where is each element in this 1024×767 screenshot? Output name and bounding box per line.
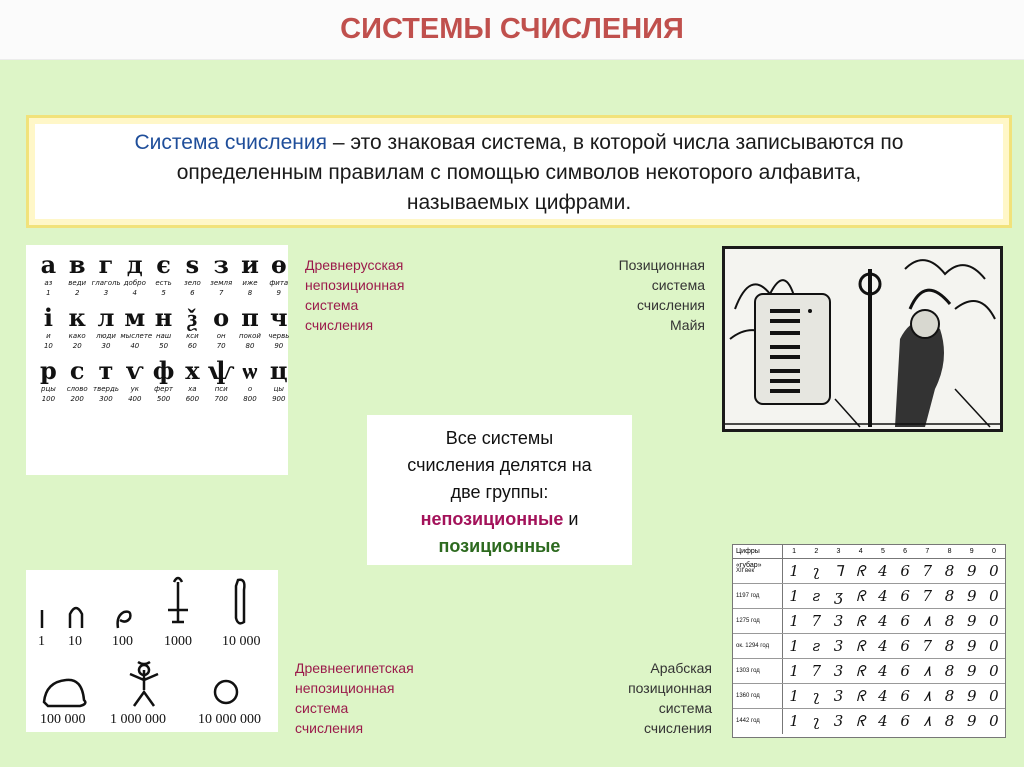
arabic-table-row-label: 1197 год bbox=[733, 584, 783, 608]
old-russian-letter-value: 300 bbox=[99, 395, 113, 403]
old-russian-letter-value: 8 bbox=[247, 289, 253, 297]
arabic-table-row-label: 1360 год bbox=[733, 684, 783, 708]
old-russian-letter: з bbox=[213, 250, 229, 279]
caption-line: счисления bbox=[636, 297, 705, 313]
arabic-table-row-label: 1303 год bbox=[733, 659, 783, 683]
old-russian-letter-value: 90 bbox=[274, 342, 284, 350]
arabic-table-digit-header: 5 bbox=[880, 548, 885, 555]
summary-line: счисления делятся на bbox=[407, 455, 592, 475]
old-russian-letter-value: 200 bbox=[70, 395, 84, 403]
arabic-table-header-label: Цифры «губар» bbox=[733, 545, 783, 558]
old-russian-letter-value: 500 bbox=[156, 395, 171, 403]
old-russian-letter: ѱ bbox=[207, 356, 235, 385]
old-russian-number-row bbox=[34, 288, 294, 304]
arabic-table-glyph: 1 bbox=[789, 662, 799, 680]
old-russian-letter-name: ха bbox=[188, 385, 197, 393]
summary-box bbox=[367, 415, 632, 565]
old-russian-letter-value: 800 bbox=[243, 395, 257, 403]
old-russian-letter-value: 6 bbox=[190, 289, 195, 297]
arabic-table-glyph: 8 bbox=[944, 562, 955, 580]
old-russian-letter-name: како bbox=[68, 332, 86, 340]
caption-line: Древнеегипетская bbox=[295, 660, 414, 676]
arabic-table-row-label: 1442 год bbox=[733, 709, 783, 734]
old-russian-letter-name: червь bbox=[268, 332, 290, 340]
caption-line: непозиционная bbox=[305, 277, 405, 293]
maya-illustration bbox=[722, 246, 1003, 432]
arabic-table-glyph: 9 bbox=[966, 612, 977, 630]
arabic-table-glyph: 6 bbox=[900, 712, 910, 730]
arabic-table-digit-header: 3 bbox=[836, 548, 841, 555]
caption-line: непозиционная bbox=[295, 680, 395, 696]
old-russian-letter: ѳ bbox=[270, 250, 287, 279]
old-russian-letter-name: веди bbox=[68, 279, 87, 287]
old-russian-name-row bbox=[34, 385, 294, 394]
caption-line: Древнерусская bbox=[305, 257, 404, 273]
header-bar bbox=[0, 0, 1024, 60]
old-russian-letter-value: 4 bbox=[132, 289, 138, 297]
definition-box bbox=[26, 115, 1012, 228]
arabic-table-glyph: 4 bbox=[878, 662, 888, 680]
arabic-table-digit-header: 9 bbox=[969, 548, 974, 555]
arabic-table-glyph: 0 bbox=[989, 687, 999, 705]
caption-line: система bbox=[651, 277, 705, 293]
old-russian-letter-name: кси bbox=[186, 332, 199, 340]
old-russian-letter: о bbox=[213, 303, 230, 332]
old-russian-letter-name: покой bbox=[239, 332, 261, 340]
old-russian-letter: п bbox=[241, 303, 259, 332]
caption-maya bbox=[560, 255, 705, 335]
arabic-table-glyph: ٨ bbox=[923, 687, 932, 705]
and-word: и bbox=[563, 509, 579, 529]
arabic-table-glyph: 4 bbox=[878, 712, 888, 730]
hieroglyph-finger bbox=[236, 580, 244, 624]
old-russian-numerals-grid bbox=[34, 251, 294, 410]
arabic-table-glyph: 7 bbox=[922, 562, 933, 580]
caption-line: позиционная bbox=[628, 680, 712, 696]
egyptian-label: 1 000 000 bbox=[110, 712, 166, 727]
old-russian-letter-value: 80 bbox=[245, 342, 255, 350]
old-russian-glyph-row bbox=[34, 251, 294, 279]
arabic-table-glyph: ᖇ bbox=[856, 687, 866, 705]
old-russian-letter-name: цы bbox=[273, 385, 284, 393]
hieroglyph-lotus bbox=[168, 578, 188, 622]
caption-line: Арабская bbox=[650, 660, 712, 676]
arabic-table-glyph: ٨ bbox=[923, 662, 932, 680]
old-russian-letter-value: 400 bbox=[128, 395, 142, 403]
arabic-table-row bbox=[733, 709, 1005, 734]
arabic-table-glyph: 0 bbox=[989, 562, 999, 580]
egyptian-label: 1 bbox=[38, 634, 45, 649]
arabic-table-glyph: 7 bbox=[811, 612, 822, 630]
old-russian-letter-value: 1 bbox=[46, 289, 51, 297]
caption-line: Майя bbox=[669, 317, 705, 333]
old-russian-letter-name: твердь bbox=[93, 385, 119, 393]
egyptian-label: 100 000 bbox=[40, 712, 86, 727]
old-russian-letter: і bbox=[43, 303, 53, 332]
arabic-table-glyph: 8 bbox=[944, 687, 955, 705]
old-russian-letter-name: слово bbox=[66, 385, 88, 393]
old-russian-letter-value: 700 bbox=[214, 395, 228, 403]
old-russian-letter: ч bbox=[269, 303, 288, 332]
old-russian-letter: ѯ bbox=[187, 303, 198, 332]
old-russian-letter-name: и bbox=[46, 332, 51, 340]
maya-drawing bbox=[725, 249, 1000, 429]
arabic-table-digit-header: 7 bbox=[925, 548, 930, 555]
arabic-table-glyph: 8 bbox=[944, 637, 955, 655]
definition-term: Система счисления bbox=[134, 131, 327, 154]
arabic-table-glyph: 4 bbox=[878, 637, 888, 655]
old-russian-letter: р bbox=[40, 356, 57, 385]
arabic-table-glyph: ᖇ bbox=[856, 662, 866, 680]
old-russian-letter-name: глаголь bbox=[91, 279, 121, 287]
arabic-table-glyph: 6 bbox=[900, 637, 910, 655]
page-title: СИСТЕМЫ СЧИСЛЕНИЯ bbox=[340, 13, 684, 45]
old-russian-letter-name: добро bbox=[123, 279, 146, 287]
old-russian-letter-name: ферт bbox=[154, 385, 173, 393]
arabic-table-glyph: ᖇ bbox=[856, 637, 866, 655]
egyptian-label: 10 bbox=[68, 634, 82, 649]
arabic-table-row bbox=[733, 684, 1005, 709]
caption-old-russian bbox=[305, 255, 404, 335]
old-russian-letter-name: наш bbox=[155, 332, 172, 340]
arabic-table-glyph: 6 bbox=[900, 662, 910, 680]
arabic-table-glyph: ᖇ bbox=[856, 712, 866, 730]
definition-line2: определенным правилам с помощью символов некоторого алфавита, bbox=[176, 161, 862, 184]
arabic-table-digit-header: 8 bbox=[947, 548, 952, 555]
hieroglyph-frog bbox=[44, 680, 85, 706]
old-russian-letter-name: иже bbox=[242, 279, 258, 287]
arabic-table-glyph: 4 bbox=[878, 612, 888, 630]
old-russian-glyph-row bbox=[34, 304, 294, 332]
arabic-table-row bbox=[733, 609, 1005, 634]
old-russian-letter-value: 600 bbox=[185, 395, 200, 403]
arabic-table-glyph: 9 bbox=[966, 637, 977, 655]
arabic-table-glyph: ᖇ bbox=[856, 587, 866, 605]
arabic-table-glyph: 9 bbox=[966, 662, 977, 680]
arabic-table-glyph: ʅ bbox=[812, 562, 820, 580]
old-russian-name-row bbox=[34, 332, 294, 341]
arabic-table-glyph: ٨ bbox=[923, 612, 932, 630]
old-russian-letter-value: 20 bbox=[72, 342, 82, 350]
egyptian-hieroglyphs bbox=[26, 570, 278, 732]
old-russian-letter: г bbox=[98, 250, 114, 279]
arabic-table-glyph: 7 bbox=[811, 662, 822, 680]
old-russian-letter: ѡ bbox=[242, 356, 258, 385]
old-russian-letter-value: 10 bbox=[43, 342, 53, 350]
caption-arabic bbox=[570, 658, 712, 738]
arabic-table-glyph: 1 bbox=[789, 562, 799, 580]
arabic-table-glyph: 9 bbox=[966, 587, 977, 605]
old-russian-letter: к bbox=[68, 303, 86, 332]
old-russian-letter: є bbox=[156, 250, 171, 279]
arabic-table-glyph: 3 bbox=[833, 687, 844, 705]
arabic-table-glyph: 8 bbox=[944, 662, 955, 680]
old-russian-letter: ц bbox=[269, 356, 288, 385]
arabic-table-glyph: 1 bbox=[789, 587, 799, 605]
arabic-table-digit-header: 2 bbox=[814, 548, 819, 555]
arabic-table-row bbox=[733, 584, 1005, 609]
old-russian-letter-name: земля bbox=[210, 279, 233, 287]
arabic-table-glyph: 3 bbox=[833, 712, 844, 730]
arabic-table-glyph: 0 bbox=[989, 712, 999, 730]
arabic-table-glyph: 8 bbox=[944, 587, 955, 605]
definition-text bbox=[35, 124, 1003, 219]
arabic-table-digit-header: 0 bbox=[991, 548, 996, 555]
old-russian-letter: м bbox=[124, 303, 146, 332]
old-russian-letter-value: 100 bbox=[41, 395, 56, 403]
old-russian-letter: н bbox=[154, 303, 173, 332]
arabic-table-glyph: 4 bbox=[878, 687, 888, 705]
old-russian-letter-value: 30 bbox=[101, 342, 111, 350]
old-russian-letter-value: 2 bbox=[74, 289, 80, 297]
arabic-table-digit-header: 4 bbox=[858, 548, 863, 555]
arabic-table-glyph: ʒ bbox=[834, 587, 843, 605]
old-russian-number-row bbox=[34, 341, 294, 357]
arabic-table-glyph: 1 bbox=[789, 637, 799, 655]
old-russian-letter-value: 5 bbox=[161, 289, 166, 297]
positional-label: позиционные bbox=[438, 536, 561, 556]
arabic-table-glyph: ʅ bbox=[812, 712, 820, 730]
arabic-table-glyph: ʅ bbox=[812, 687, 820, 705]
arabic-table-glyph: ٨ bbox=[923, 712, 932, 730]
old-russian-glyph-row bbox=[34, 357, 294, 385]
arabic-table-glyph: 4 bbox=[878, 587, 888, 605]
definition-line3: называемых цифрами. bbox=[406, 191, 632, 214]
arabic-table-glyph: 6 bbox=[900, 612, 910, 630]
old-russian-letter-name: рцы bbox=[41, 385, 56, 393]
old-russian-letter-value: 60 bbox=[187, 342, 197, 350]
arabic-table-glyph: 0 bbox=[989, 637, 999, 655]
arabic-table-glyph: 6 bbox=[900, 587, 910, 605]
arabic-table-glyph: 1 bbox=[789, 612, 799, 630]
arabic-table-glyph: 6 bbox=[900, 687, 910, 705]
arabic-table-glyph: 0 bbox=[989, 662, 999, 680]
old-russian-numerals-image bbox=[26, 245, 288, 475]
old-russian-letter-value: 7 bbox=[218, 289, 224, 297]
arabic-table-glyph: 1 bbox=[789, 712, 799, 730]
arabic-table-row-label: ок. 1294 год bbox=[733, 634, 783, 658]
old-russian-letter: ѕ bbox=[185, 250, 200, 279]
arabic-table-glyph: 9 bbox=[966, 687, 977, 705]
caption-line: система bbox=[658, 700, 712, 716]
summary-groups bbox=[367, 506, 632, 533]
summary-line: Все системы bbox=[445, 428, 554, 448]
arabic-table-row bbox=[733, 659, 1005, 684]
old-russian-letter: а bbox=[40, 250, 57, 279]
egyptian-label: 1000 bbox=[164, 634, 192, 649]
arabic-table-digit-header: 1 bbox=[792, 548, 797, 555]
arabic-table-glyph: 4 bbox=[878, 562, 888, 580]
arabic-table-row-label: XII век bbox=[733, 559, 783, 583]
old-russian-letter-value: 70 bbox=[216, 342, 226, 350]
hieroglyph-heel bbox=[70, 608, 82, 628]
arabic-table-glyph: 0 bbox=[989, 587, 999, 605]
hieroglyph-man bbox=[130, 662, 158, 706]
arabic-table-row-label: 1275 год bbox=[733, 609, 783, 633]
caption-line: счисления bbox=[295, 720, 364, 736]
arabic-table-glyph: 9 bbox=[966, 712, 977, 730]
old-russian-letter-name: он bbox=[216, 332, 226, 340]
old-russian-letter-value: 3 bbox=[103, 289, 109, 297]
old-russian-letter: д bbox=[126, 250, 143, 279]
summary-line: две группы: bbox=[450, 482, 549, 502]
old-russian-letter-name: о bbox=[247, 385, 253, 393]
old-russian-letter-name: люди bbox=[96, 332, 116, 340]
old-russian-letter: с bbox=[69, 356, 85, 385]
arabic-numerals-table bbox=[732, 544, 1006, 738]
egyptian-label: 10 000 bbox=[222, 634, 261, 649]
arabic-table-row bbox=[733, 559, 1005, 584]
arabic-table-glyph: 8 bbox=[944, 712, 955, 730]
arabic-table-glyph: 7 bbox=[922, 637, 933, 655]
caption-line: счисления bbox=[305, 317, 374, 333]
old-russian-letter: и bbox=[241, 250, 259, 279]
old-russian-letter-name: пси bbox=[214, 385, 228, 393]
old-russian-letter: х bbox=[185, 356, 200, 385]
old-russian-letter: л bbox=[97, 303, 115, 332]
old-russian-name-row bbox=[34, 279, 294, 288]
hieroglyph-sun bbox=[215, 681, 237, 703]
old-russian-letter-value: 900 bbox=[272, 395, 286, 403]
old-russian-letter-value: 9 bbox=[276, 289, 281, 297]
arabic-table-glyph: 8 bbox=[944, 612, 955, 630]
caption-line: система bbox=[305, 297, 359, 313]
old-russian-letter-value: 50 bbox=[159, 342, 169, 350]
caption-line: Позиционная bbox=[618, 257, 705, 273]
old-russian-letter: т bbox=[98, 356, 114, 385]
old-russian-letter-name: ук bbox=[130, 385, 139, 393]
old-russian-letter-name: мыслете bbox=[120, 332, 153, 340]
old-russian-letter: ѵ bbox=[125, 356, 144, 385]
egyptian-numerals-image bbox=[26, 570, 278, 732]
arabic-table-glyph: ᖇ bbox=[856, 562, 866, 580]
arabic-table-glyph: 3 bbox=[833, 662, 844, 680]
old-russian-letter-name: аз bbox=[44, 279, 53, 287]
caption-line: система bbox=[295, 700, 349, 716]
nonpositional-label: непозиционные bbox=[420, 509, 564, 529]
arabic-table-glyph: 7 bbox=[922, 587, 933, 605]
arabic-table-glyph: 0 bbox=[989, 612, 999, 630]
arabic-table-glyph: 6 bbox=[900, 562, 910, 580]
hieroglyph-coil bbox=[118, 612, 131, 628]
arabic-table-glyph: ᒣ bbox=[833, 562, 844, 580]
arabic-table-digit-header: 6 bbox=[903, 548, 908, 555]
arabic-table-glyph: 3 bbox=[833, 612, 844, 630]
arabic-table-glyph: 3 bbox=[833, 637, 844, 655]
old-russian-letter: в bbox=[68, 250, 86, 279]
old-russian-letter-name: фита bbox=[269, 279, 289, 287]
arabic-table-glyph: 9 bbox=[966, 562, 977, 580]
arabic-table-row bbox=[733, 634, 1005, 659]
old-russian-letter-value: 40 bbox=[130, 342, 140, 350]
arabic-table-header bbox=[733, 545, 1005, 569]
caption-line: счисления bbox=[643, 720, 712, 736]
old-russian-number-row bbox=[34, 394, 294, 410]
caption-egyptian bbox=[295, 658, 414, 738]
old-russian-letter: ф bbox=[152, 356, 175, 385]
arabic-table-glyph: ᖇ bbox=[856, 612, 866, 630]
arabic-table-glyph: ƨ bbox=[812, 637, 821, 655]
old-russian-letter-name: зело bbox=[183, 279, 201, 287]
definition-line1: – это знаковая система, в которой числа записываются по bbox=[327, 131, 904, 154]
old-russian-letter-name: есть bbox=[155, 279, 172, 287]
egyptian-label: 100 bbox=[112, 634, 133, 649]
arabic-table-glyph: 1 bbox=[789, 687, 799, 705]
arabic-table-glyph: ƨ bbox=[812, 587, 821, 605]
egyptian-label: 10 000 000 bbox=[198, 712, 261, 727]
